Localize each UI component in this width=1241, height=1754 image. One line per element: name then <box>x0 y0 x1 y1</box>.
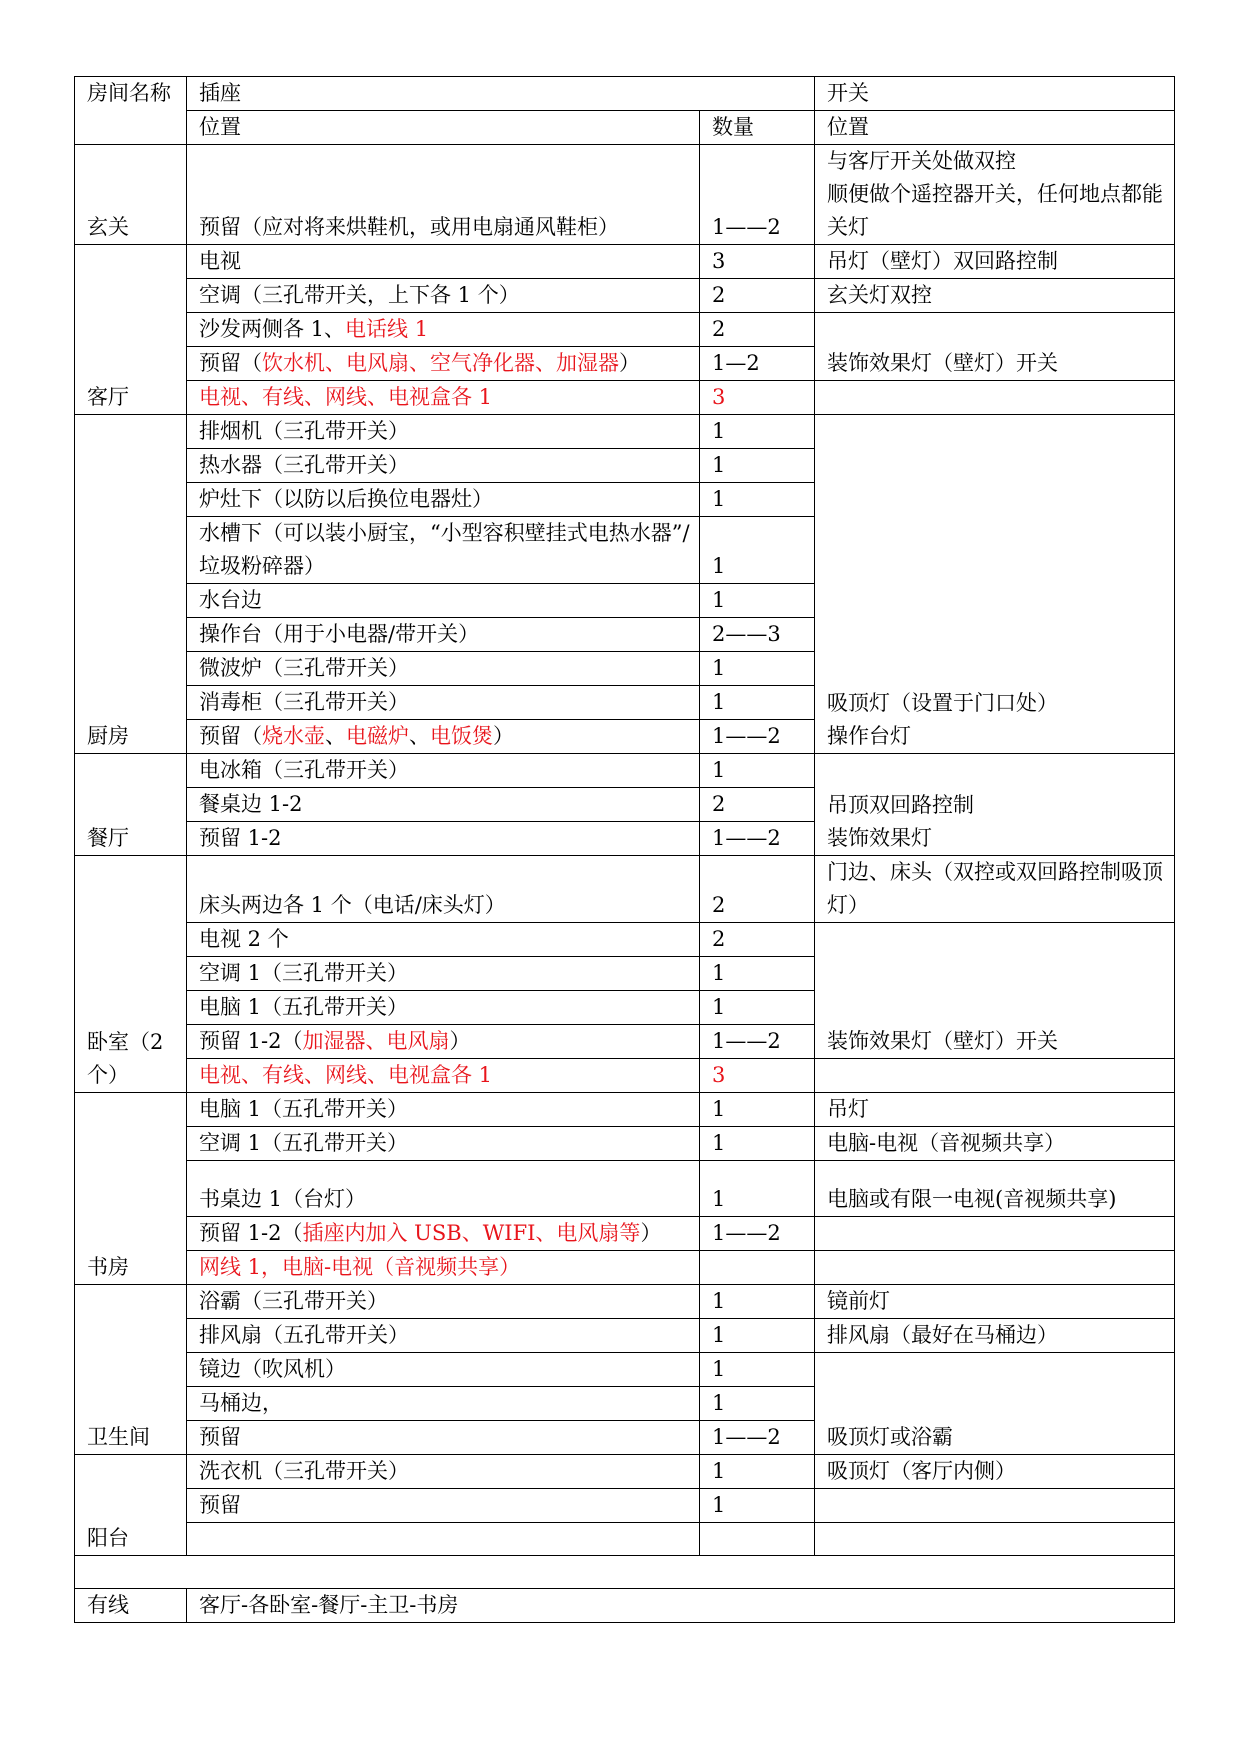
socket-position-text: 热水器（三孔带开关） <box>199 453 409 477</box>
socket-position-text: 插座内加入 USB、WIFI、电风扇等 <box>302 1221 641 1245</box>
socket-position-text: 加湿器、电风扇 <box>302 1029 450 1053</box>
socket-position <box>187 313 700 347</box>
room-name: 玄关 <box>75 145 187 245</box>
socket-quantity: 1 <box>700 1285 815 1319</box>
socket-quantity: 1 <box>700 1127 815 1161</box>
table-row <box>75 1353 1175 1387</box>
socket-position-text: 电脑 1（五孔带开关） <box>199 1097 409 1121</box>
socket-position-text: 预留 1-2 <box>199 826 282 850</box>
socket-quantity: 2 <box>700 856 815 923</box>
room-name: 餐厅 <box>75 754 187 856</box>
switch-position <box>815 1251 1175 1285</box>
table-row <box>75 145 1175 245</box>
separator-row <box>75 1556 1175 1589</box>
room-name: 客厅 <box>75 245 187 415</box>
header-room: 房间名称 <box>75 77 187 145</box>
socket-quantity: 1 <box>700 1093 815 1127</box>
socket-quantity: 1——2 <box>700 1025 815 1059</box>
socket-position <box>187 1251 700 1285</box>
socket-quantity: 3 <box>700 245 815 279</box>
socket-quantity: 1——2 <box>700 822 815 856</box>
socket-position-text: 消毒柜（三孔带开关） <box>199 690 409 714</box>
socket-quantity: 1 <box>700 686 815 720</box>
socket-quantity: 1 <box>700 957 815 991</box>
switch-position: 装饰效果灯（壁灯）开关 <box>815 923 1175 1059</box>
socket-position <box>187 822 700 856</box>
socket-position <box>187 584 700 618</box>
header-socket: 插座 <box>187 77 815 111</box>
socket-position-text: ） <box>619 351 640 375</box>
socket-position-text: 床头两边各 1 个（电话/床头灯） <box>199 893 506 917</box>
header-row-2 <box>75 111 1175 145</box>
separator-cell <box>75 1556 1175 1589</box>
socket-position-text: 网线 1，电脑-电视（音视频共享） <box>199 1255 521 1279</box>
socket-position-text: 电视、有线、网线、电视盒各 1 <box>199 1063 493 1087</box>
table-row <box>75 313 1175 347</box>
socket-quantity: 3 <box>700 1059 815 1093</box>
socket-position <box>187 1319 700 1353</box>
socket-position-text: 餐桌边 1-2 <box>199 792 303 816</box>
socket-position-text: 水槽下（可以装小厨宝，“小型容积壁挂式电热水器”/垃圾粉碎器） <box>199 521 690 578</box>
socket-quantity: 2 <box>700 279 815 313</box>
table-row <box>75 1489 1175 1523</box>
socket-position <box>187 145 700 245</box>
socket-position <box>187 686 700 720</box>
table-row <box>75 1319 1175 1353</box>
socket-position-text: 烧水壶 <box>262 724 325 748</box>
header-quantity: 数量 <box>700 111 815 145</box>
socket-position-text: 预留 1-2（ <box>199 1221 303 1245</box>
socket-position-text: 预留 <box>199 1493 241 1517</box>
room-name: 阳台 <box>75 1455 187 1556</box>
switch-position: 排风扇（最好在马桶边） <box>815 1319 1175 1353</box>
table-row <box>75 1523 1175 1556</box>
room-name: 书房 <box>75 1093 187 1285</box>
table-row <box>75 1161 1175 1217</box>
switch-position: 吊灯 <box>815 1093 1175 1127</box>
socket-position <box>187 618 700 652</box>
socket-position <box>187 381 700 415</box>
socket-position <box>187 1523 700 1556</box>
socket-position-text: 电视 2 个 <box>199 927 289 951</box>
socket-switch-table <box>74 76 1175 1623</box>
socket-position-text: 电饭煲 <box>430 724 493 748</box>
socket-position-text: 操作台（用于小电器/带开关） <box>199 622 480 646</box>
socket-quantity: 2——3 <box>700 618 815 652</box>
room-name: 厨房 <box>75 415 187 754</box>
socket-position-text: 浴霸（三孔带开关） <box>199 1289 388 1313</box>
socket-position-text: ） <box>449 1029 471 1053</box>
switch-position <box>815 1059 1175 1093</box>
cable-value: 客厅-各卧室-餐厅-主卫-书房 <box>187 1589 1175 1623</box>
socket-quantity: 1 <box>700 652 815 686</box>
socket-position-text: 饮水机、电风扇、空气净化器、加湿器 <box>262 351 619 375</box>
socket-position-text: 微波炉（三孔带开关） <box>199 656 409 680</box>
socket-position <box>187 483 700 517</box>
socket-position <box>187 1059 700 1093</box>
socket-position <box>187 1489 700 1523</box>
header-position: 位置 <box>187 111 700 145</box>
socket-position-text: 、 <box>325 724 346 748</box>
socket-position-text: 空调 1（五孔带开关） <box>199 1131 409 1155</box>
socket-position <box>187 1217 700 1251</box>
table-row <box>75 754 1175 788</box>
socket-quantity: 1 <box>700 1489 815 1523</box>
socket-quantity: 1 <box>700 991 815 1025</box>
switch-position: 吸顶灯（客厅内侧） <box>815 1455 1175 1489</box>
socket-position-text: 预留 <box>199 1425 241 1449</box>
table-row <box>75 923 1175 957</box>
switch-position: 镜前灯 <box>815 1285 1175 1319</box>
socket-position <box>187 1025 700 1059</box>
socket-position-text: 电脑 1（五孔带开关） <box>199 995 409 1019</box>
switch-position <box>815 1217 1175 1251</box>
socket-position <box>187 1093 700 1127</box>
table-row <box>75 1251 1175 1285</box>
switch-position: 吸顶灯（设置于门口处） 操作台灯 <box>815 415 1175 754</box>
switch-position: 吊灯（壁灯）双回路控制 <box>815 245 1175 279</box>
table-row <box>75 1285 1175 1319</box>
socket-quantity: 1 <box>700 415 815 449</box>
socket-quantity: 1——2 <box>700 1421 815 1455</box>
socket-position <box>187 1285 700 1319</box>
socket-position-text: 镜边（吹风机） <box>199 1357 346 1381</box>
table-row <box>75 415 1175 449</box>
table-row <box>75 279 1175 313</box>
socket-quantity: 1 <box>700 1455 815 1489</box>
socket-position <box>187 1127 700 1161</box>
cable-row <box>75 1589 1175 1623</box>
socket-position <box>187 1387 700 1421</box>
socket-position <box>187 788 700 822</box>
table-row <box>75 1127 1175 1161</box>
socket-quantity: 2 <box>700 923 815 957</box>
table-row <box>75 1093 1175 1127</box>
socket-position <box>187 991 700 1025</box>
room-name: 卧室（2个） <box>75 856 187 1093</box>
table-row <box>75 381 1175 415</box>
socket-position <box>187 1455 700 1489</box>
socket-position <box>187 347 700 381</box>
table-row <box>75 245 1175 279</box>
switch-position: 吸顶灯或浴霸 <box>815 1353 1175 1455</box>
socket-position <box>187 856 700 923</box>
socket-position <box>187 1161 700 1217</box>
switch-position: 玄关灯双控 <box>815 279 1175 313</box>
socket-quantity: 1 <box>700 483 815 517</box>
socket-quantity: 1 <box>700 1161 815 1217</box>
socket-position <box>187 449 700 483</box>
socket-position-text: 空调 1（三孔带开关） <box>199 961 409 985</box>
table-row <box>75 856 1175 923</box>
socket-position <box>187 652 700 686</box>
socket-position-text: 电话线 1 <box>345 317 429 341</box>
switch-position <box>815 381 1175 415</box>
socket-quantity: 1—2 <box>700 347 815 381</box>
socket-position-text: 电冰箱（三孔带开关） <box>199 758 409 782</box>
socket-quantity: 1 <box>700 1387 815 1421</box>
socket-quantity: 2 <box>700 313 815 347</box>
switch-position <box>815 1489 1175 1523</box>
socket-position <box>187 1353 700 1387</box>
switch-position: 吊顶双回路控制 装饰效果灯 <box>815 754 1175 856</box>
socket-position <box>187 720 700 754</box>
socket-position-text: 水台边 <box>199 588 262 612</box>
switch-position: 装饰效果灯（壁灯）开关 <box>815 313 1175 381</box>
socket-quantity: 1 <box>700 1319 815 1353</box>
switch-position: 门边、床头（双控或双回路控制吸顶灯） <box>815 856 1175 923</box>
socket-quantity <box>700 1523 815 1556</box>
socket-quantity: 1——2 <box>700 145 815 245</box>
socket-position <box>187 957 700 991</box>
socket-position <box>187 279 700 313</box>
socket-position-text: 、 <box>409 724 430 748</box>
table-row <box>75 1059 1175 1093</box>
socket-position-text: 书桌边 1（台灯） <box>199 1187 367 1211</box>
socket-position-text: 预留（ <box>199 724 262 748</box>
socket-position-text: 电视 <box>199 249 241 273</box>
switch-position <box>815 1523 1175 1556</box>
socket-position <box>187 754 700 788</box>
socket-position-text: 马桶边， <box>199 1391 283 1415</box>
socket-quantity: 3 <box>700 381 815 415</box>
socket-quantity <box>700 1251 815 1285</box>
socket-position <box>187 1421 700 1455</box>
socket-position-text: 炉灶下（以防以后换位电器灶） <box>199 487 493 511</box>
socket-position-text: 预留 1-2（ <box>199 1029 303 1053</box>
socket-position-text: 预留（ <box>199 351 262 375</box>
socket-position <box>187 245 700 279</box>
header-switch: 开关 <box>815 77 1175 111</box>
switch-position: 与客厅开关处做双控 顺便做个遥控器开关，任何地点都能关灯 <box>815 145 1175 245</box>
socket-position-text: 沙发两侧各 1、 <box>199 317 346 341</box>
socket-position <box>187 415 700 449</box>
socket-position-text: ） <box>640 1221 662 1245</box>
socket-quantity: 2 <box>700 788 815 822</box>
socket-position-text: 预留（应对将来烘鞋机，或用电扇通风鞋柜） <box>199 215 619 239</box>
socket-position-text: ） <box>493 724 514 748</box>
socket-position-text: 洗衣机（三孔带开关） <box>199 1459 409 1483</box>
socket-position-text: 电磁炉 <box>346 724 409 748</box>
table-row <box>75 1455 1175 1489</box>
socket-quantity: 1 <box>700 449 815 483</box>
socket-position-text: 排烟机（三孔带开关） <box>199 419 409 443</box>
socket-quantity: 1 <box>700 1353 815 1387</box>
room-name: 卫生间 <box>75 1285 187 1455</box>
socket-quantity: 1 <box>700 517 815 584</box>
header-row-1 <box>75 77 1175 111</box>
table-row <box>75 1217 1175 1251</box>
socket-quantity: 1——2 <box>700 1217 815 1251</box>
socket-position <box>187 517 700 584</box>
socket-quantity: 1 <box>700 754 815 788</box>
socket-quantity: 1 <box>700 584 815 618</box>
switch-position: 电脑或有限一电视(音视频共享) <box>815 1161 1175 1217</box>
socket-position-text: 排风扇（五孔带开关） <box>199 1323 409 1347</box>
socket-quantity: 1——2 <box>700 720 815 754</box>
switch-position: 电脑-电视（音视频共享） <box>815 1127 1175 1161</box>
socket-position-text: 空调（三孔带开关，上下各 1 个） <box>199 283 520 307</box>
cable-label: 有线 <box>75 1589 187 1623</box>
header-switch-position: 位置 <box>815 111 1175 145</box>
socket-position-text: 电视、有线、网线、电视盒各 1 <box>199 385 493 409</box>
socket-position <box>187 923 700 957</box>
